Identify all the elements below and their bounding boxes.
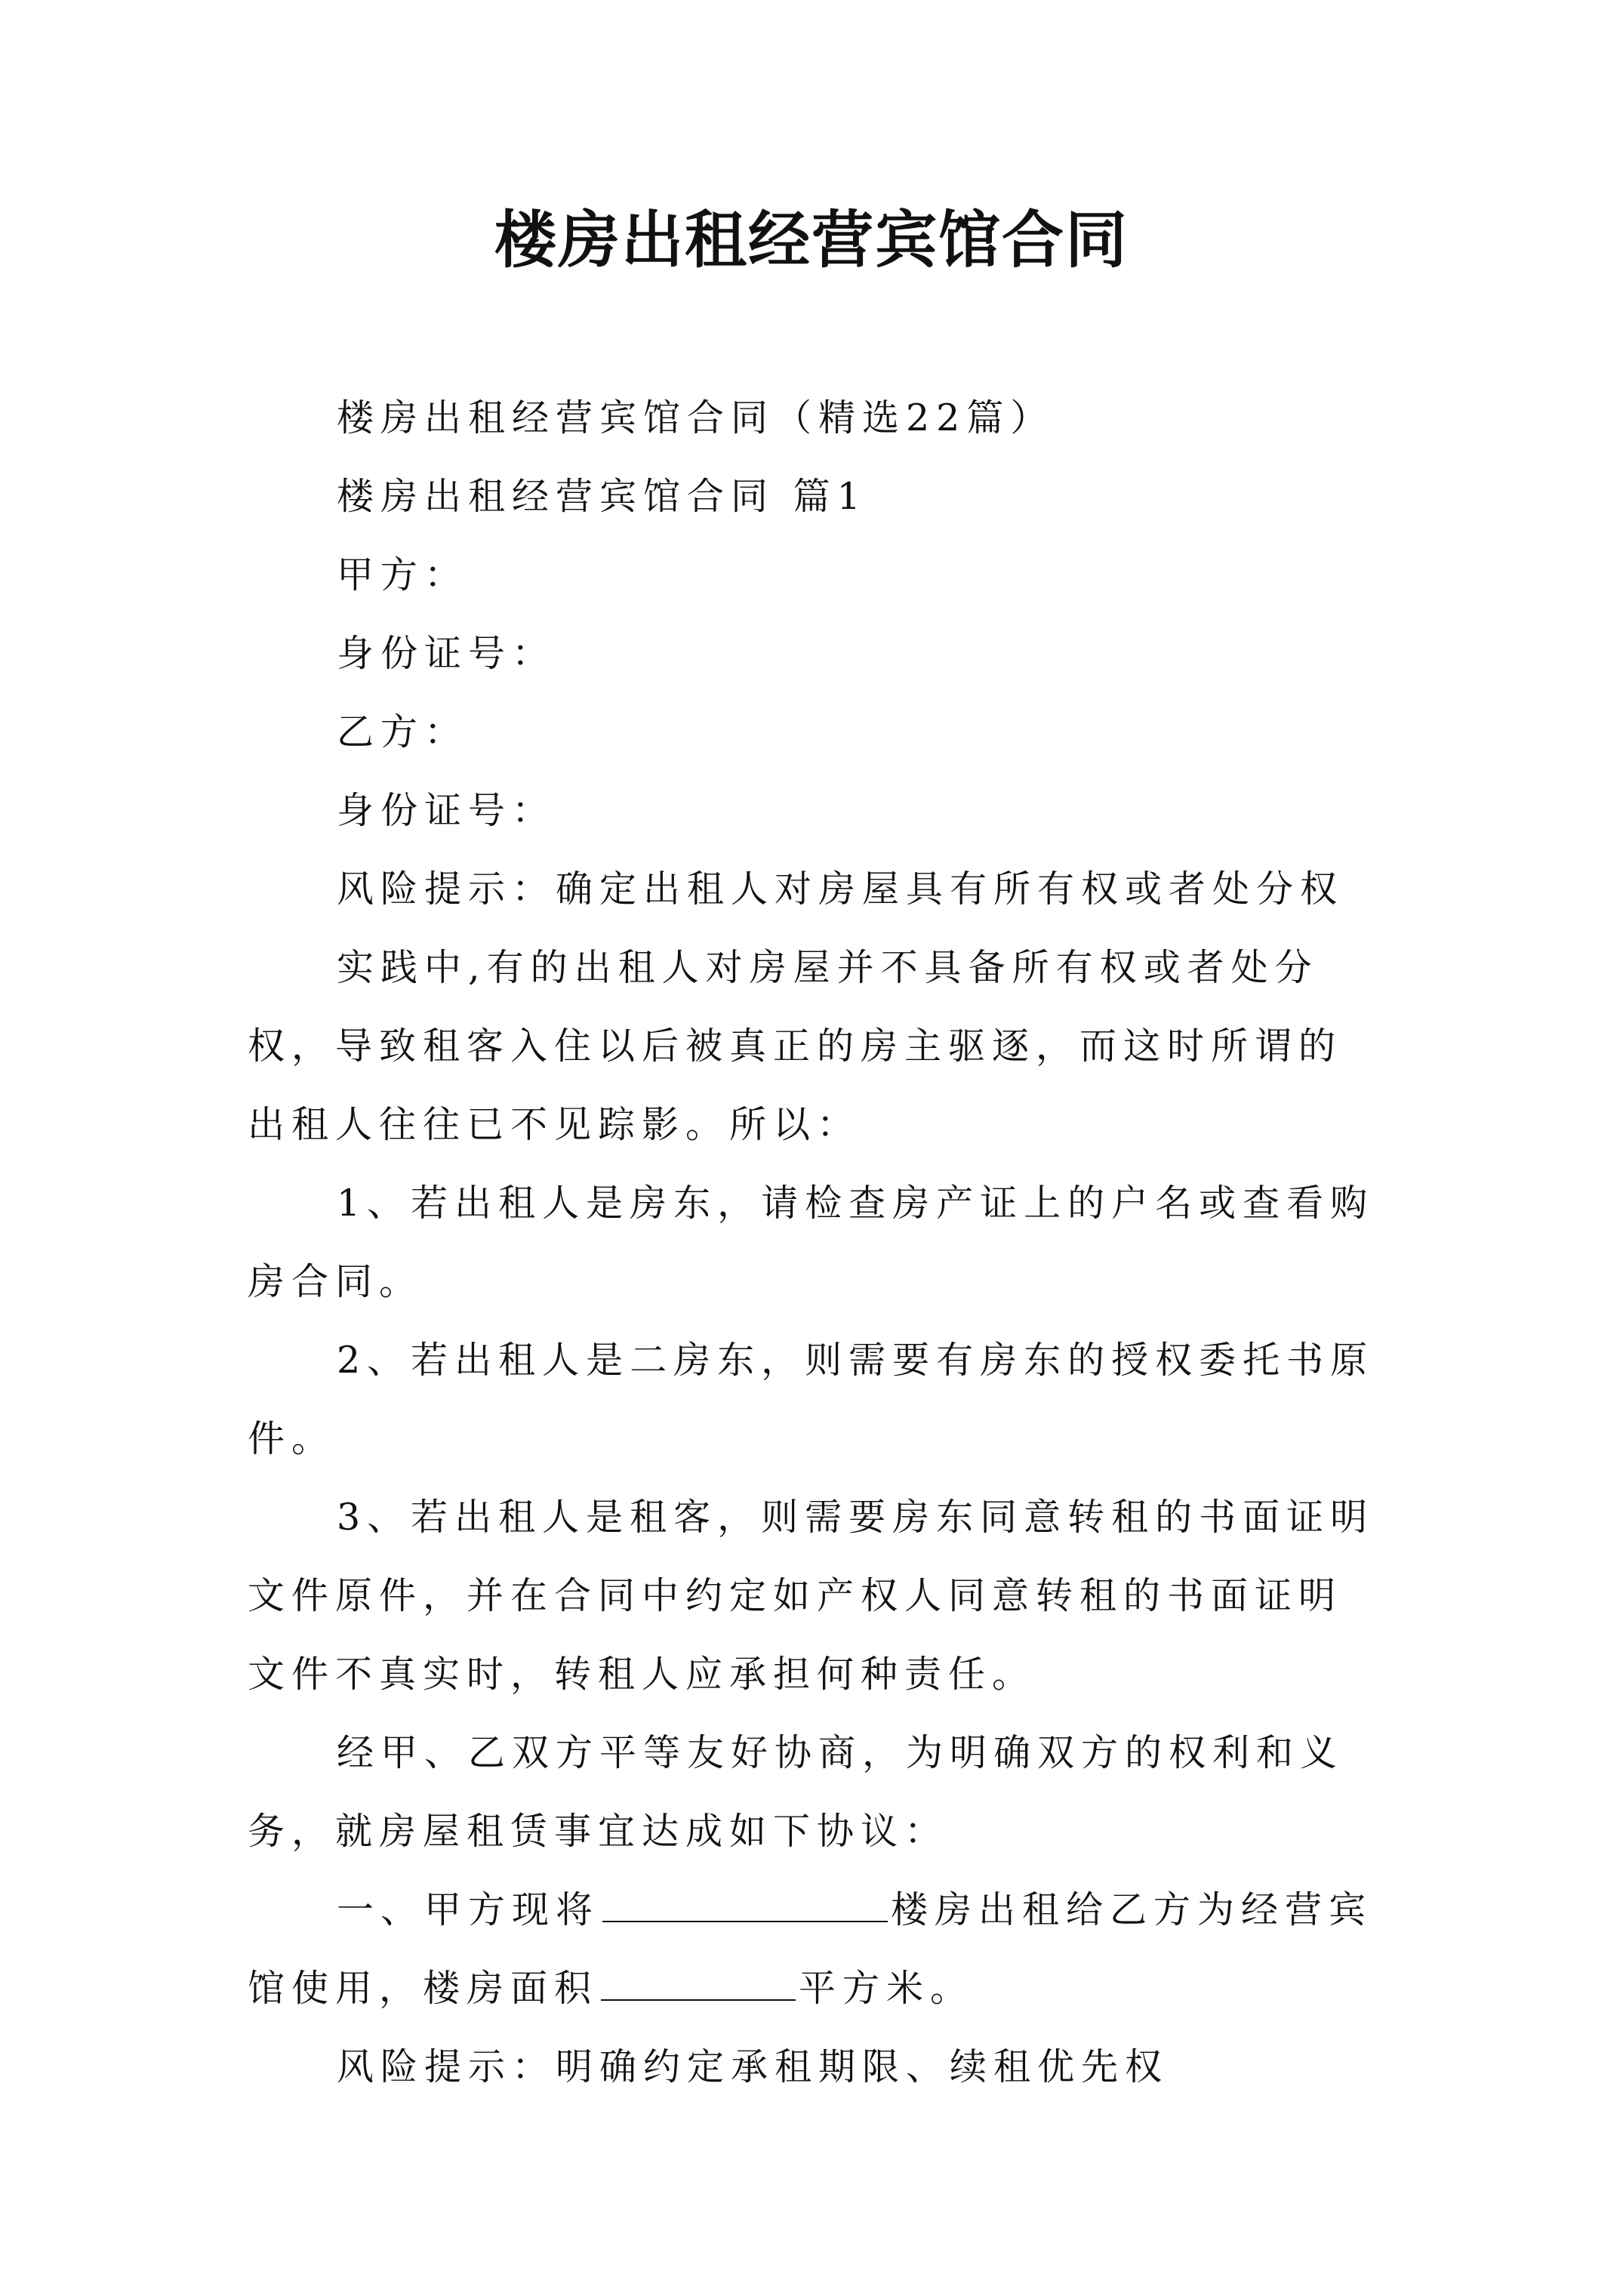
document-title: 楼房出租经营宾馆合同 — [494, 204, 1129, 276]
paragraph-party-a: 甲方： — [337, 553, 469, 596]
paragraph-risk-note-2: 风险提示：明确约定承租期限、续租优先权 — [337, 2045, 1169, 2088]
paragraph-clause-1 — [248, 1871, 1380, 2028]
clause-1-part-3: 平方米。 — [799, 1967, 975, 2010]
document-body — [248, 379, 1380, 2106]
paragraph-party-b: 乙方： — [337, 710, 469, 754]
paragraph-risk-note-1: 风险提示：确定出租人对房屋具有所有权或者处分权 — [337, 868, 1344, 911]
paragraph-item-1: 1、若出租人是房东，请检查房产证上的户名或查看购房合同。 — [248, 1182, 1375, 1303]
paragraph-party-a-id: 身份证号： — [337, 632, 556, 675]
paragraph-item-3: 3、若出租人是租客，则需要房东同意转租的书面证明文件原件，并在合同中约定如产权人同意转租的书面证明文件不真实时，转租人应承担何种责任。 — [248, 1496, 1375, 1696]
blank-line-area — [601, 1960, 796, 2001]
blank-line-address — [602, 1881, 888, 1922]
clause-1-part-1: 一、甲方现将 — [337, 1888, 600, 1931]
paragraph-party-b-id: 身份证号： — [337, 789, 556, 832]
paragraph-practice: 实践中,有的出租人对房屋并不具备所有权或者处分权，导致租客入住以后被真正的房主驱逐，而这时所谓的出租人往往已不见踪影。所以： — [248, 946, 1343, 1146]
paragraph-agreement-intro: 经甲、乙双方平等友好协商，为明确双方的权利和义务，就房屋租赁事宜达成如下协议： — [248, 1731, 1344, 1853]
paragraph-subtitle: 楼房出租经营宾馆合同（精选22篇） — [337, 396, 1055, 439]
clause-1-part-2: 楼房出租给乙方为经营宾馆使用，楼房面积 — [248, 1888, 1373, 2010]
paragraph-section-heading: 楼房出租经营宾馆合同 篇1 — [337, 475, 867, 518]
paragraph-item-2: 2、若出租人是二房东，则需要有房东的授权委托书原件。 — [248, 1339, 1375, 1460]
